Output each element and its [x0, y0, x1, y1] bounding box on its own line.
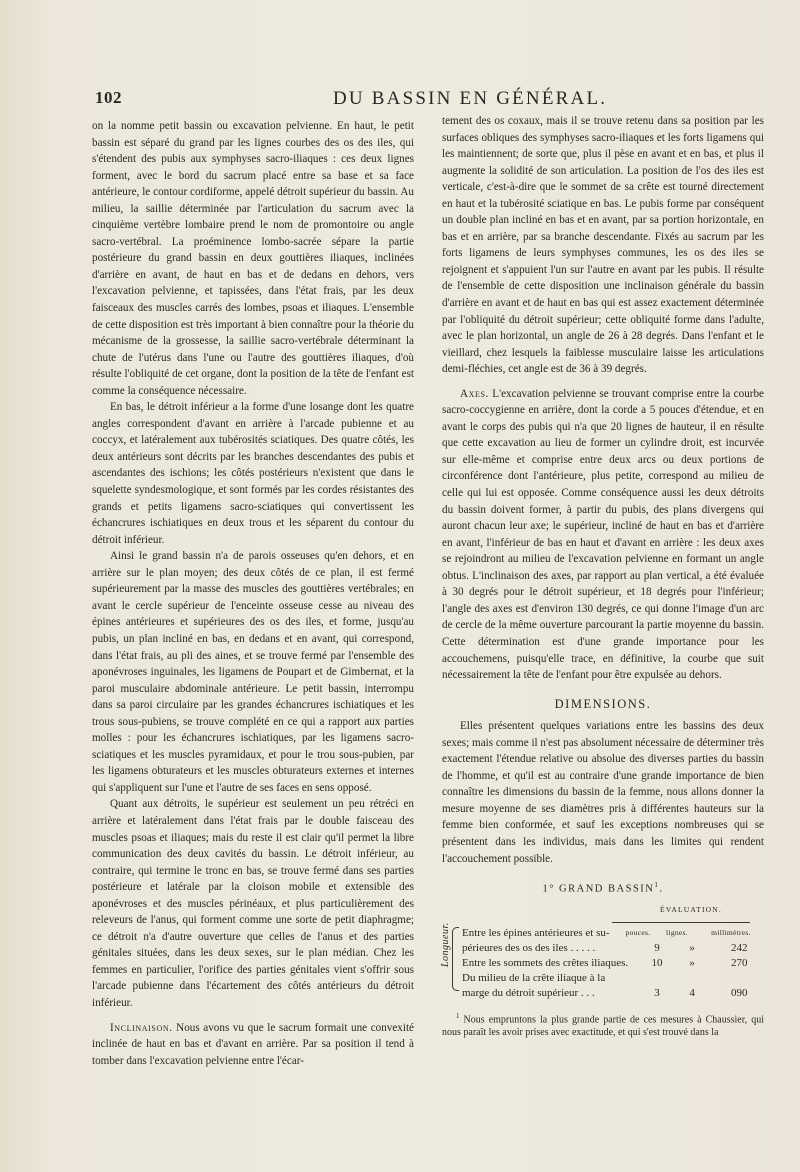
- dimensions-table: [440, 921, 764, 1000]
- paragraph: tement des os coxaux, mais il se trouve retenu dans sa position par les surfaces obliques des symphyses sacro-iliaques et les forts ligamens qui les maintiennent; de sorte que, plus il pèse en avant et en bas, et plus il augmente la solidité de son articulation. La position de l'os des iles est verticale, c'est-à-dire que le sommet de sa crête est tourné directement en haut et la tubérosité sciatique en bas. Le pubis forme par conséquent un double plan incliné en bas et en avant, par sa portion horizontale, en bas et en arrière, par sa branche descendante. Fixés au sacrum par les forts ligamens de leurs symphyses communes, les os des iles se rejoignent et s'appuient l'un sur l'autre en avant par les pubis. Il résulte de l'ensemble de cette disposition une inclinaison générale du bassin d'arrière en avant et de haut en bas qui est assez exactement déterminée par l'obliquité du détroit supérieur; cette obliquité forme dans l'adulte, avec le plan horizontal, un angle de 26 à 28 degrés. Dans l'enfant et le vieillard, chez lesquels la faiblesse musculaire laisse les articulations demi-fléchies, cet angle est de 36 à 39 degrés.: [442, 115, 764, 376]
- cell-lignes: »: [689, 956, 695, 969]
- cell-mm: 242: [731, 941, 748, 954]
- left-column: [92, 118, 414, 1069]
- cell-lignes: »: [689, 941, 695, 954]
- cell-mm: 270: [731, 956, 748, 969]
- right-column: [442, 113, 764, 1039]
- table-row: [442, 955, 764, 970]
- cell-lignes: 4: [689, 986, 695, 999]
- unit-label: lignes.: [666, 927, 688, 937]
- cell-mm: 090: [731, 986, 748, 999]
- running-title: DU BASSIN EN GÉNÉRAL.: [333, 88, 608, 109]
- divider: [612, 922, 750, 923]
- paragraph: En bas, le détroit inférieur a la forme d'une losange dont les quatre angles correspondent d'avant en arrière à l'arcade pubienne et au coccyx, et latéralement aux tubérosités sciatiques. Des quatre côtés, les deux antérieurs sont décrits par les branches descendantes des pubis et ascendantes des ischions; les côtés postérieurs n'existent que dans le squelette syndesmologique, et sont formés par les cordes résistantes des grands et petits ligamens sacro-sciatiques qui convertissent les échancrures ischiatiques en deux trous et les séparent du contour du détroit inférieur.: [92, 401, 414, 546]
- subsection-heading-text: 1° GRAND BASSIN: [542, 883, 655, 895]
- paragraph: [92, 1020, 414, 1070]
- paragraph-text: L'excavation pelvienne se trouvant comprise entre la courbe sacro-coccygienne en arrière, dont la corde a 5 pouces d'étendue, et en avant le corps des pubis qui n'a que 20 lignes de hauteur, il en résulte que cette excavation au lieu de former un cylindre droit, est incurvée sur elle-même et comprise entre deux arcs ou deux portions de circonférence dont l'antérieure, plus petite, correspond au milieu de celle qui lui est opposée. Comme conséquence aussi les deux détroits du bassin doivent former, à partir du pubis, des plans divergens qui auront chacun leur axe; le supérieur, incliné de haut en bas et d'arrière en avant, l'inférieur de bas en haut et d'avant en arrière : les deux axes se rejoindront au milieu de l'excavation pelvienne en formant un angle obtus. L'inclinaison des axes, par rapport au plan vertical, a été évaluée à 30 degrés pour le détroit supérieur, et 18 degrés pour l'inférieur; l'angle des axes est d'environ 130 degrés, ce qui donne l'image d'un arc de cercle de la même ouverture parcourant la partie moyenne du bassin. Cette détermination est d'une grande importance pour les accouchemens, puisqu'elle trace, en définitive, la courbe que suit nécessairement la tête de l'enfant pour être expulsée au dehors.: [442, 387, 764, 682]
- paragraph: Elles présentent quelques variations entre les bassins des deux sexes; mais comme il n'est pas absolument nécessaire de déterminer très exactement l'étendue relative ou absolue des diverses parties du bassin de l'homme, et qu'il est au contraire d'une grande importance de bien connaître les dimensions du bassin de la femme, nous allons donner la mesure moyenne de ses diamètres pris à différentes hauteurs sur la femme bien conformée, et sauf les exceptions nombreuses qui se présentent dans les individus, mais dans les limites qui rendent l'accouchement possible.: [442, 720, 764, 865]
- table-row: [442, 970, 764, 985]
- row-label: Entre les épines antérieures et su-: [462, 926, 610, 939]
- paragraph: [442, 386, 764, 684]
- unit-label: pouces.: [625, 927, 651, 937]
- paragraph: Quant aux détroits, le supérieur est seulement un peu rétréci en arrière et latéralement dans l'état frais par le double faisceau des muscles psoas et iliaques; mais du reste il est clair qu'il permet la libre communication des deux cavités du bassin. Le détroit inférieur, au contraire, qui termine le tronc en bas, se trouve fermé dans ses parties postérieure et latérale par la cloison mobile et extensible des aponévroses et des muscles périnéaux, et plus particulièrement des releveurs de l'anus, qui forment comme une sorte de petit diaphragme; ce détroit n'a d'autre ouverture que celles de l'anus et des parties génitales situées, dans les deux sexes, sur le plan médian. Chez les femmes en particulier, l'orifice des parties génitales vient s'offrir sous l'arcade pubienne dans l'écartement des côtés antérieurs du détroit inférieur.: [92, 798, 414, 1009]
- unit-label: millimètres.: [711, 927, 751, 937]
- footnote-body: Nous empruntons la plus grande partie de ces mesures à Chaussier, qui nous paraît les avoir prises avec exactitude, et qui s'est trouvé dans la: [442, 1013, 764, 1038]
- section-label: Inclinaison.: [110, 1021, 173, 1034]
- side-label: Longueur.: [440, 921, 451, 967]
- table-row: [442, 985, 764, 1000]
- evaluation-label: ÉVALUATION.: [659, 905, 722, 915]
- running-header: [95, 88, 760, 114]
- row-label: périeures des os des iles . . . . .: [462, 941, 596, 954]
- table-row: [442, 940, 764, 955]
- cell-pouces: 10: [651, 956, 663, 969]
- row-label: Entre les sommets des crêtes iliaques.: [462, 956, 629, 969]
- section-heading: DIMENSIONS.: [554, 696, 652, 711]
- subsection-heading: 1° GRAND BASSIN$^1$.: [542, 881, 664, 895]
- cell-pouces: 9: [654, 941, 660, 954]
- footnote-text: [442, 1010, 764, 1039]
- paragraph: on la nomme petit bassin ou excavation pelvienne. En haut, le petit bassin est séparé du grand par les lignes courbes des os des iles, qui s'étendent des pubis aux symphyses sacro-iliaques : ces deux lignes forment, avec le bord du sacrum placé entre sa base et sa face antérieure, le contour cordiforme, appelé détroit supérieur du bassin. Au milieu, la saillie déterminée par l'articulation du sacrum avec la cinquième vertèbre lombaire prend le nom de promontoire ou angle sacro-vertébral. La proéminence lombo-sacrée sépare la partie postérieure du grand bassin en deux gouttières iliaques, inclinées d'arrière en avant, de haut en bas et de dedans en dehors, vers l'excavation pelvienne, et tapissées, dans l'état frais, par les deux faisceaux des muscles carrés des lombes, psoas et iliaques. L'ensemble de cette disposition est très important à bien connaître pour la théorie du mécanisme de la grossesse, la saillie sacro-vertébrale déterminant la chute de l'utérus dans l'une ou l'autre des gouttières iliaques, d'où résulte l'obliquité de cet organe, dont la position de la tête de l'enfant est comme la conséquence nécessaire.: [92, 120, 414, 397]
- paragraph: Ainsi le grand bassin n'a de parois osseuses qu'en dehors, et en arrière sur le plan moyen; des deux côtés de ce plan, il est fermé supérieurement par la masse des muscles des gouttières vertébrales; en avant le cercle supérieur de l'enceinte osseuse cesse au niveau des épines antérieures et supérieures des os des iles, et forme, jusqu'au pubis, un plan incliné en bas, en dedans et en avant, qui correspond, dans l'état frais, au pli des aines, et se trouve fermé par l'ensemble des aponévroses inguinales, les ligamens de Poupart et de Gimbernat, et la paroi musculaire abdominale antérieure. Le petit bassin, interrompu dans sa paroi circulaire par les grandes échancrures ischiatiques et les trous sous-pubiens, se trouve complété en ce qui a rapport aux parties molles : pour les échancrures ischiatiques, par les ligamens sacro-sciatiques et les muscles pyramidaux, et pour le trou sous-pubien, par les ligamens obturateurs et les muscles obturateurs externes et internes qui s'appliquent sur l'une et l'autre de ses faces en sens opposé.: [92, 550, 414, 794]
- footnote-mark: 1: [456, 1011, 460, 1020]
- footnote-ref: 1: [654, 881, 660, 890]
- section-label: Axes.: [460, 387, 489, 400]
- units-header: [624, 925, 760, 942]
- page-number: 102: [95, 88, 122, 107]
- cell-pouces: 3: [654, 986, 660, 999]
- paragraph-text: Nous avons vu que le sacrum formait une convexité inclinée de haut en bas et d'avant en arrière. Par sa position il tend à tomber dans l'excavation pelvienne entre l'écar-: [92, 1021, 414, 1067]
- row-label: marge du détroit supérieur . . .: [462, 986, 595, 999]
- row-label: Du milieu de la crête iliaque à la: [462, 971, 606, 984]
- footnote: [442, 1010, 764, 1039]
